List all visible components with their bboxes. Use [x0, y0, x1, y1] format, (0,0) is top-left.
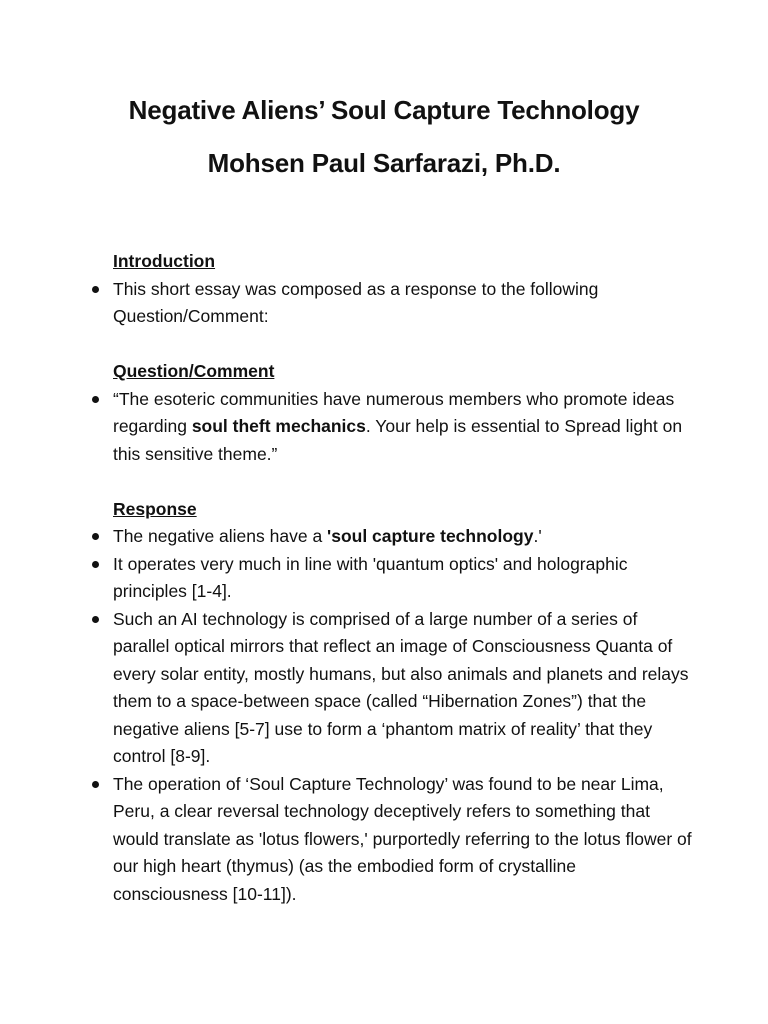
- bullet-text: It operates very much in line with 'quantum optics' and holographic principles [1-4].: [113, 553, 628, 601]
- bullet-icon: [92, 561, 99, 568]
- question-list: [113, 386, 693, 469]
- bullet-icon: [92, 616, 99, 623]
- bullet-text-bold: soul theft mechanics: [191, 416, 366, 436]
- response-heading: Response: [113, 498, 197, 519]
- introduction-heading: Introduction: [113, 251, 216, 271]
- bullet-text-post: . Your help is essential to Spread light on this sensitive theme.”: [113, 416, 683, 464]
- document-author: Mohsen Paul Sarfarazi, Ph.D.: [207, 148, 561, 178]
- list-item: [113, 276, 693, 331]
- bullet-text: The operation of ‘Soul Capture Technology’ was found to be near Lima, Peru, a clear reversal technology deceptively refers to something that would translate as 'lotus flowers,' purportedly referring to the lotus flower of our high heart (thymus) (as the embodied form of crystalline consciousness [10-11]).: [113, 773, 692, 904]
- document-title: Negative Aliens’ Soul Capture Technology: [128, 95, 640, 125]
- list-item: [113, 386, 693, 469]
- bullet-text-pre: The negative aliens have a: [113, 526, 328, 546]
- question-heading: Question/Comment: [113, 361, 275, 381]
- response-list: [113, 523, 693, 908]
- bullet-text-bold: 'soul capture technology: [327, 526, 534, 546]
- introduction-list: [113, 276, 693, 331]
- bullet-icon: [92, 396, 99, 403]
- bullet-text-post: .': [533, 526, 542, 546]
- list-item: [113, 523, 693, 551]
- bullet-icon: [92, 286, 99, 293]
- spacer: [113, 331, 693, 359]
- list-item: [113, 551, 693, 606]
- bullet-text: This short essay was composed as a response to the following Question/Comment:: [113, 278, 599, 326]
- bullet-icon: [92, 781, 99, 788]
- bullet-text-pre: “The esoteric communities have numerous members who promote ideas regarding: [113, 388, 675, 436]
- list-item: [113, 771, 693, 909]
- list-item: [113, 606, 693, 771]
- bullet-icon: [92, 533, 99, 540]
- spacer: [113, 468, 693, 496]
- bullet-text: Such an AI technology is comprised of a large number of a series of parallel optical mirrors that reflect an image of Consciousness Quanta of every solar entity, mostly humans, but also animals and planets and relays them to a space-between space (called “Hibernation Zones”) that the negative aliens [5-7] use to form a ‘phantom matrix of reality’ that they control [8-9].: [113, 608, 689, 766]
- document-body: [113, 248, 693, 908]
